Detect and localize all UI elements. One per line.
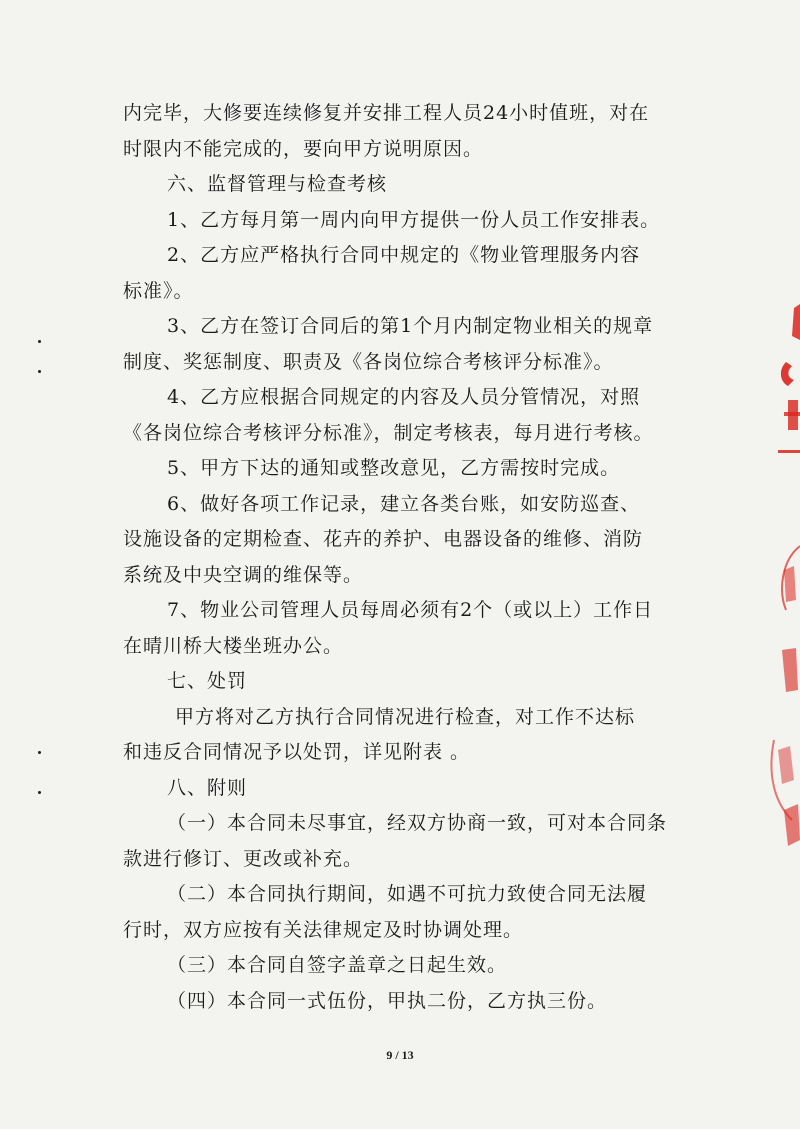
paragraph-line: 5、甲方下达的通知或整改意见，乙方需按时完成。	[167, 457, 621, 479]
page-number: 9 / 13	[386, 1048, 414, 1062]
paragraph-line: 七、处罚	[167, 670, 248, 692]
paragraph-line: 时限内不能完成的，要向甲方说明原因。	[123, 137, 484, 160]
paragraph-line: 款进行修订、更改或补充。	[123, 847, 364, 870]
scan-dot	[38, 340, 41, 343]
scan-dot	[38, 791, 41, 794]
paragraph-line: （四）本合同一式伍份，甲执二份，乙方执三份。	[167, 989, 608, 1012]
paragraph-line: 《各岗位综合考核评分标准》，制定考核表，每月进行考核。	[123, 421, 654, 444]
paragraph-line: 3、乙方在签订合同后的第1个月内制定物业相关的规章	[167, 315, 654, 337]
paragraph-line: 系统及中央空调的维保等。	[123, 563, 364, 586]
paragraph-line: 内完毕，大修要连续修复并安排工程人员24小时值班，对在	[123, 102, 650, 124]
paragraph-line: 6、做好各项工作记录，建立各类台账，如安防巡查、	[167, 492, 641, 515]
seal-stamp-bottom	[764, 540, 800, 860]
paragraph-line: 六、监督管理与检查考核	[167, 173, 388, 195]
paragraph-line: 八、附则	[167, 776, 248, 799]
paragraph-line: 制度、奖惩制度、职责及《各岗位综合考核评分标准》。	[123, 350, 614, 373]
document-body	[123, 96, 683, 1019]
paragraph-line: 行时，双方应按有关法律规定及时协调处理。	[123, 918, 524, 941]
paragraph-line: （三）本合同自签字盖章之日起生效。	[167, 954, 508, 976]
paragraph-line: 2、乙方应严格执行合同中规定的《物业管理服务内容	[167, 244, 641, 266]
seal-stamp-top	[764, 300, 800, 460]
paragraph-line: 4、乙方应根据合同规定的内容及人员分管情况，对照	[167, 386, 641, 408]
paragraph-line: （一）本合同未尽事宜，经双方协商一致，可对本合同条	[167, 812, 668, 834]
scan-dot	[38, 370, 41, 373]
paragraph-line: 在晴川桥大楼坐班办公。	[123, 634, 344, 657]
paragraph-line: 7、物业公司管理人员每周必须有2个（或以上）工作日	[167, 599, 654, 621]
paragraph-line: 1、乙方每月第一周内向甲方提供一份人员工作安排表。	[167, 208, 661, 231]
paragraph-line: 和违反合同情况予以处罚，详见附表 。	[123, 741, 471, 763]
paragraph-line: 标准》。	[123, 279, 194, 302]
paragraph-line: 甲方将对乙方执行合同情况进行检查，对工作不达标	[175, 705, 636, 728]
paragraph-line: （二）本合同执行期间，如遇不可抗力致使合同无法履	[167, 883, 648, 905]
paragraph-line: 设施设备的定期检查、花卉的养护、电器设备的维修、消防	[123, 528, 644, 550]
scan-dot	[38, 751, 41, 754]
